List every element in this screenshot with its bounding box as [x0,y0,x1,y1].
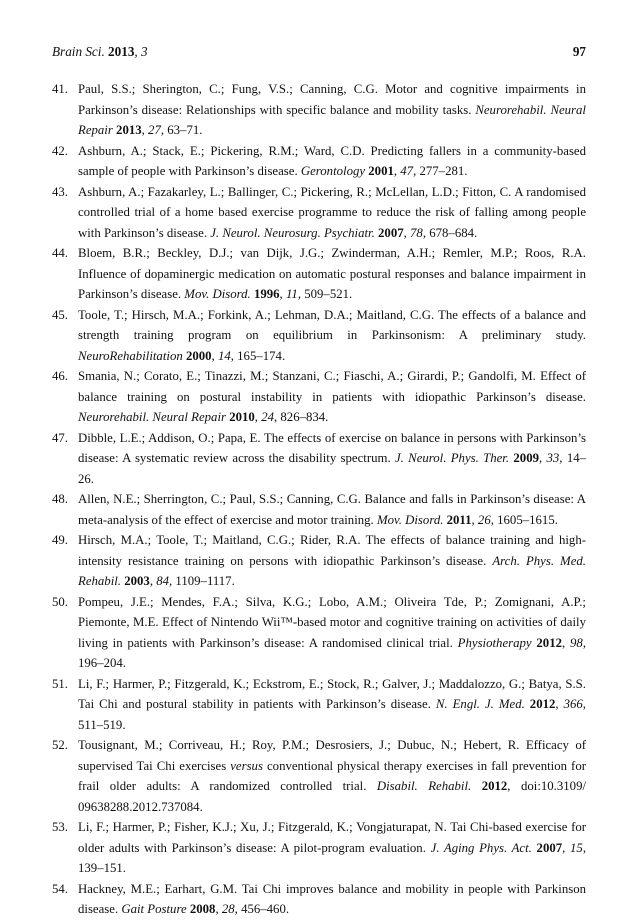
reference-item: 48. Allen, N.E.; Sherrington, C.; Paul, S.S.; Canning, C.G. Balance and falls in Parkinson’s disease: A meta-analysis of the effect of exercise and motor training. Mov. Disord. 2011, 26, 1605–1615. [52,492,586,527]
reference-item: 52. Tousignant, M.; Corriveau, H.; Roy, P.M.; Desrosiers, J.; Dubuc, N.; Hebert, R. Efficacy of supervised Tai Chi exercises versus conventional physical therapy exercises in fall prevention for frail older adults: A randomized controlled trial. Disabil. Rehabil. 2012, doi:10.3109/ 09638288.2012.737084. [52,738,587,814]
reference-item: 44. Bloem, B.R.; Beckley, D.J.; van Dijk, J.G.; Zwinderman, A.H.; Remler, M.P.; Roos, R.A. Influence of dopaminergic medication on automatic postural responses and balance impairment in Parkinson’s disease. Mov. Disord. 1996, 11, 509–521. [52,246,586,301]
journal-citation: Brain Sci. 2013, 3 [52,44,148,59]
reference-item: 43. Ashburn, A.; Fazakarley, L.; Ballinger, C.; Pickering, R.; McLellan, L.D.; Fitton, C. A randomised controlled trial of a home based exercise programme to reduce the risk of falling among people with Parkinson’s disease. J. Neurol. Neurosurg. Psychiatr. 2007, 78, 678–684. [52,184,586,240]
reference-item: 41. Paul, S.S.; Sherington, C.; Fung, V.S.; Canning, C.G. Motor and cognitive impairments in Parkinson’s disease: Relationships with specific balance and mobility tasks. Neurorehabil. Neural Repair 2013, 27, 63–71. [52,82,586,137]
reference-item: 49. Hirsch, M.A.; Toole, T.; Maitland, C.G.; Rider, R.A. The effects of balance training and high-intensity resistance training on persons with idiopathic Parkinson’s disease. Arch. Phys. Med. Rehabil. 2003, 84, 1109–1117. [52,533,586,588]
reference-item: 53. Li, F.; Harmer, P.; Fisher, K.J.; Xu, J.; Fitzgerald, K.; Vongjaturapat, N. Tai Chi-based exercise for older adults with Parkinson’s disease: A pilot-program evaluation. J. Aging Phys. Act. 2007, 15, 139–151. [52,820,587,875]
reference-item: 45. Toole, T.; Hirsch, M.A.; Forkink, A.; Lehman, D.A.; Maitland, C.G. The effects of a balance and strength training program on equilibrium in Parkinsonism: A preliminary study. NeuroRehabilitation 2000, 14, 165–174. [52,307,586,363]
reference-item: 51. Li, F.; Harmer, P.; Fitzgerald, K.; Eckstrom, E.; Stock, R.; Galver, J.; Maddalozzo, G.; Batya, S.S. Tai Chi and postural stability in patients with Parkinson’s disease. N. Engl. J. Med. 2012, 366, 511–519. [52,676,586,732]
reference-item: 46. Smania, N.; Corato, E.; Tinazzi, M.; Stanzani, C.; Fiaschi, A.; Girardi, P.; Gandolfi, M. Effect of balance training on postural instability in patients with idiopathic Parkinson’s disease. Neurorehabil. Neural Repair 2010, 24, 826–834. [52,369,586,424]
running-header [52,44,586,62]
page-number: 97 [572,44,586,59]
reference-item: 47. Dibble, L.E.; Addison, O.; Papa, E. The effects of exercise on balance in persons with Parkinson’s disease: A systematic review across the disability spectrum. J. Neurol. Phys. Ther. 2009, 33, 14–26. [52,430,587,486]
reference-item: 42. Ashburn, A.; Stack, E.; Pickering, R.M.; Ward, C.D. Predicting fallers in a community-based sample of people with Parkinson’s disease. Gerontology 2001, 47, 277–281. [52,143,586,178]
reference-item: 50. Pompeu, J.E.; Mendes, F.A.; Silva, K.G.; Lobo, A.M.; Oliveira Tde, P.; Zomignani, A.P.; Piemonte, M.E. Effect of Nintendo Wii™-based motor and cognitive training on activities of daily living in patients with Parkinson’s disease: A randomised clinical trial. Physiotherapy 2012, 98, 196–204. [52,594,587,670]
reference-item: 54. Hackney, M.E.; Earhart, G.M. Tai Chi improves balance and mobility in people with Parkinson disease. Gait Posture 2008, 28, 456–460. [52,881,586,916]
reference-list [52,79,586,920]
